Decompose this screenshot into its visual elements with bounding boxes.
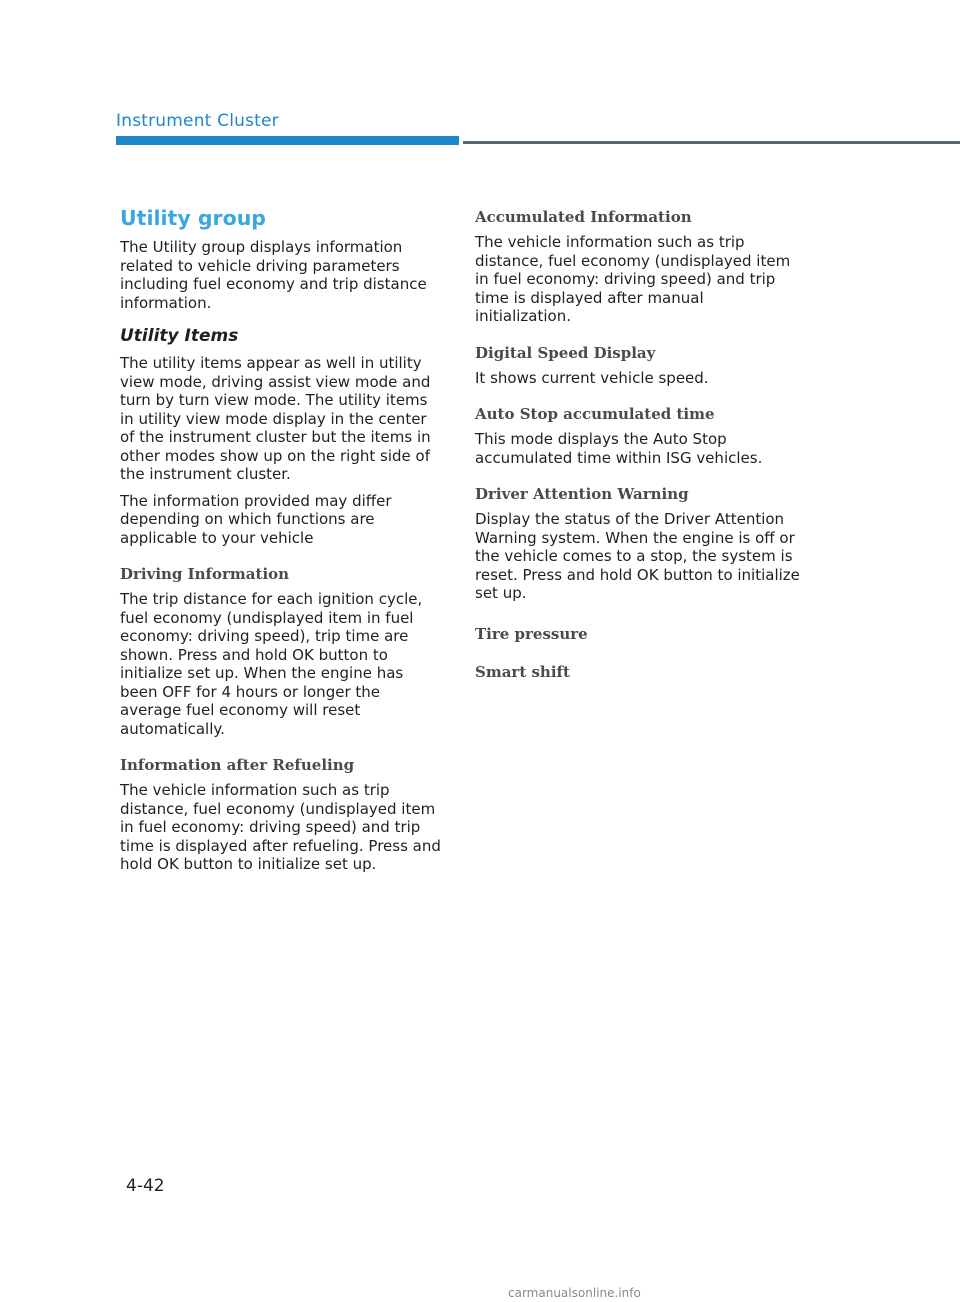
page-number: 4-42: [126, 1176, 165, 1196]
driver-attention-text: Display the status of the Driver Attention Warning system. When the engine is off or the vehicle comes to a stop, the system is reset. Press and hold OK button to initialize set up.: [475, 510, 800, 602]
driving-information-heading: Driving Information: [120, 565, 290, 583]
driving-information-text: The trip distance for each ignition cycle, fuel economy (undisplayed item in fuel economy: driving speed), trip time are shown. Press and hold OK button to initialize set up. When the engine has been OFF for 4 hours or longer the average fuel economy will reset automatically.: [120, 590, 423, 738]
digital-speed-text: It shows current vehicle speed.: [475, 368, 709, 387]
driver-attention-heading: Driver Attention Warning: [475, 485, 689, 503]
right-column: [475, 206, 800, 688]
watermark: carmanualsonline.info: [508, 1286, 641, 1300]
left-column: [120, 206, 442, 882]
utility-items-paragraph: The utility items appear as well in utility view mode, driving assist view mode and turn by turn view mode. The utility items in utility view mode display in the center of the instrument cluster but the items in other modes show up on the right side of the instrument cluster.: [120, 354, 431, 483]
tire-pressure-heading: Tire pressure: [475, 624, 588, 643]
header-rule: [463, 141, 960, 144]
section-title: Utility group: [120, 206, 266, 230]
subsection-title: Utility Items: [120, 326, 239, 346]
accumulated-information-text: The vehicle information such as trip distance, fuel economy (undisplayed item in fuel economy: driving speed) and trip time is displayed after manual initialization.: [475, 233, 791, 325]
intro-paragraph: The Utility group displays information related to vehicle driving parameters including fuel economy and trip distance information.: [120, 238, 427, 312]
accumulated-information-heading: Accumulated Information: [475, 208, 692, 226]
header-accent-bar: [116, 136, 459, 145]
auto-stop-text: This mode displays the Auto Stop accumulated time within ISG vehicles.: [475, 430, 763, 467]
digital-speed-heading: Digital Speed Display: [475, 343, 656, 362]
availability-paragraph: The information provided may differ depending on which functions are applicable to your vehicle: [120, 491, 392, 547]
after-refueling-heading: Information after Refueling: [120, 756, 355, 774]
after-refueling-text: The vehicle information such as trip distance, fuel economy (undisplayed item in fuel economy: driving speed) and trip time is displayed after refueling. Press and hold OK button to initialize set up.: [120, 781, 441, 873]
running-header-title: Instrument Cluster: [116, 111, 279, 131]
smart-shift-heading: Smart shift: [475, 662, 570, 681]
auto-stop-heading: Auto Stop accumulated time: [475, 405, 715, 423]
